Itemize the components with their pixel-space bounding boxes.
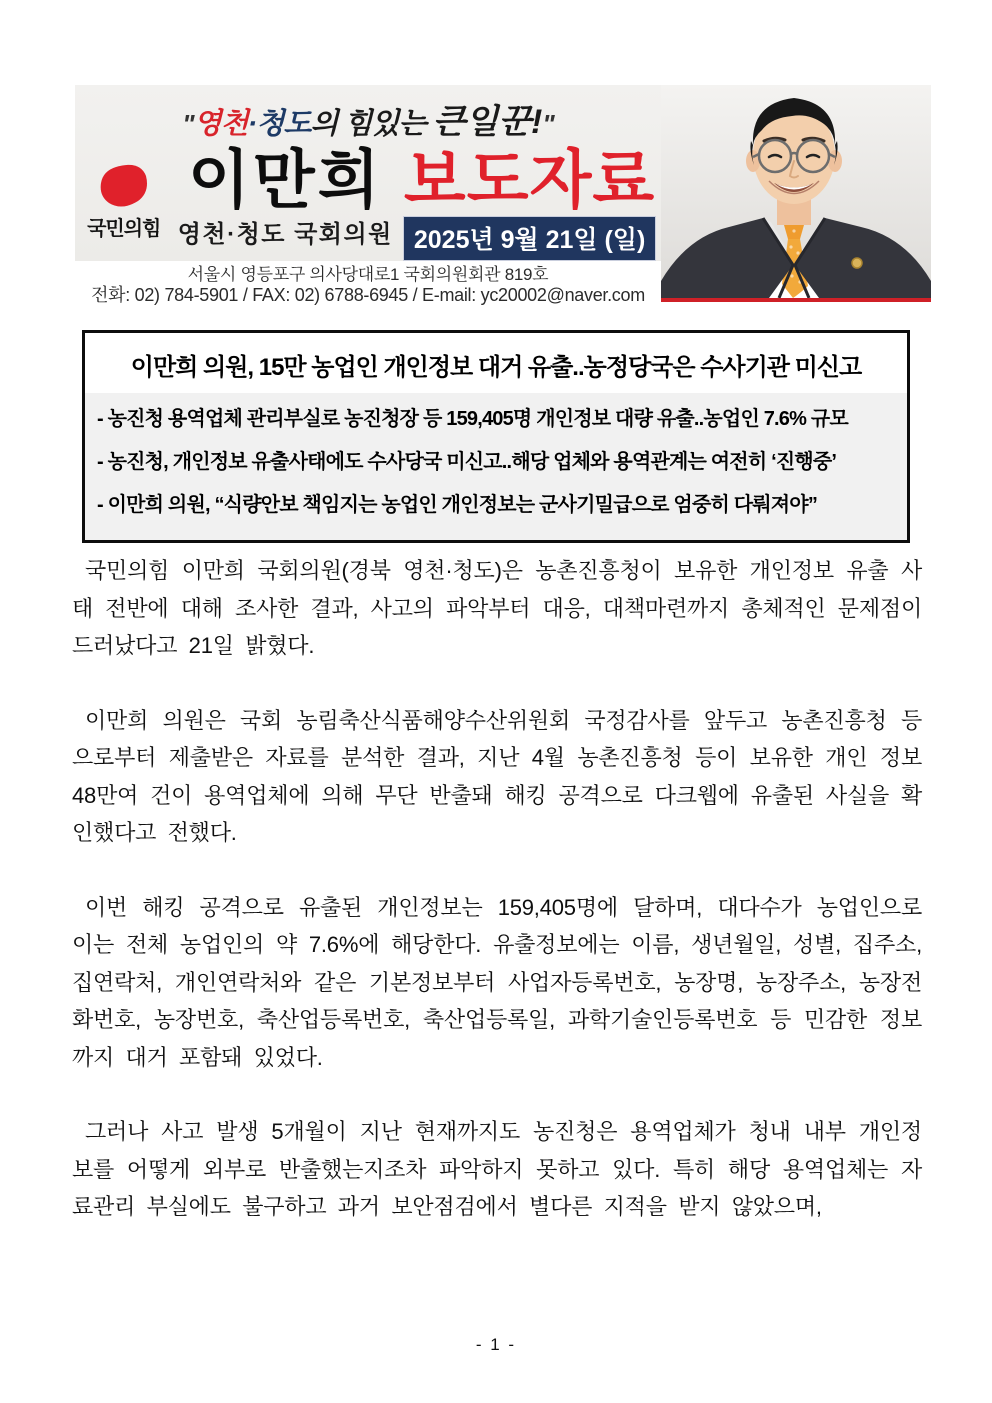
body-paragraph: 이번 해킹 공격으로 유출된 개인정보는 159,405명에 달하며, 대다수가 농업인으로 이는 전체 농업인의 약 7.6%에 해당한다. 유출정보에는 이름, 생년월일, 성별, 집주소, 집연락처, 개인연락처와 같은 기본정보부터 사업자등록번호, 농장명, 농장주소, 농장전화번호, 농장번호, 축산업등록번호, 축산업등록일, 과학기술인등록번호 등 민감한 정보까지 대거 포함돼 있었다. (72, 894, 922, 1070)
slogan-rest: 의 힘있는 (310, 108, 433, 140)
press-release-label: 보도자료 (403, 144, 656, 216)
party-logo-icon (96, 163, 152, 211)
body-paragraph: 그러나 사고 발생 5개월이 지난 현재까지도 농진청은 용역업체가 청내 내부 개인정보를 어떻게 외부로 반출했는지조차 파악하지 못하고 있다. 특히 해당 용역업체는 자료관리 부실에도 불구하고 과거 보안점검에서 별다른 지적을 받지 않았으며, (72, 1119, 922, 1219)
slogan-close-quote: " (542, 109, 554, 139)
slogan-emphasis: 큰일꾼! (432, 103, 543, 141)
politician-photo (661, 85, 931, 302)
office-address: 서울시 영등포구 의사당대로1 국회의원회관 819호 (187, 265, 549, 284)
politician-name: 이만희 (188, 144, 383, 216)
politician-role: 영천·청도 국회의원 (177, 221, 393, 248)
headline-box (82, 330, 910, 543)
office-contact-block (75, 261, 661, 310)
banner-left (75, 85, 661, 305)
body-paragraph: 이만희 의원은 국회 농림축산식품해양수산위원회 국정감사를 앞두고 농촌진흥청 등으로부터 제출받은 자료를 분석한 결과, 지난 4월 농촌진흥청 등이 보유한 개인 정보 48만여 건이 용역업체에 의해 무단 반출돼 해킹 공격으로 다크웹에 유출된 사실을 확인했다고 전했다. (72, 707, 922, 845)
slogan-cheongdo: 청도 (256, 108, 311, 140)
page-number: - 1 - (475, 1335, 517, 1354)
office-contact: 전화: 02) 784-5901 / FAX: 02) 6788-6945 / E-mail: yc20002@naver.com (91, 285, 645, 305)
headline-bullet: - 농진청, 개인정보 유출사태에도 수사당국 미신고..해당 업체와 용역관계는 여전히 ‘진행중’ (97, 451, 837, 473)
body-paragraph: 국민의힘 이만희 국회의원(경북 영천·청도)은 농촌진흥청이 보유한 개인정보 유출 사태 전반에 대해 조사한 결과, 사고의 파악부터 대응, 대책마련까지 총체적인 문제점이 드러났다고 21일 밝혔다. (72, 558, 922, 658)
press-release-banner (75, 85, 931, 305)
politician-identity (177, 144, 393, 249)
headline-bullets (85, 393, 907, 540)
date-badge: 2025년 9월 21일 (일) (403, 216, 656, 261)
banner-identity-row (75, 144, 661, 261)
press-release-block (403, 144, 656, 261)
slogan-yeongcheon: 영천 (193, 108, 248, 140)
campaign-slogan (75, 94, 661, 143)
headline-bullet: - 농진청 용역업체 관리부실로 농진청장 등 159,405명 개인정보 대량 유출..농업인 7.6% 규모 (97, 408, 848, 430)
party-name: 국민의힘 (87, 218, 161, 240)
slogan-middot: · (247, 108, 257, 140)
slogan-open-quote: " (182, 109, 194, 139)
party-logo (80, 147, 168, 241)
banner-gray-area (75, 85, 661, 261)
press-release-body (72, 552, 922, 1263)
headline-title: 이만희 의원, 15만 농업인 개인정보 대거 유출..농정당국은 수사기관 미신고 (130, 354, 862, 381)
headline-bullet: - 이만희 의원, “식량안보 책임지는 농업인 개인정보는 군사기밀급으로 엄중히 다뤄져야” (97, 494, 818, 516)
politician-portrait-illustration (661, 85, 931, 298)
